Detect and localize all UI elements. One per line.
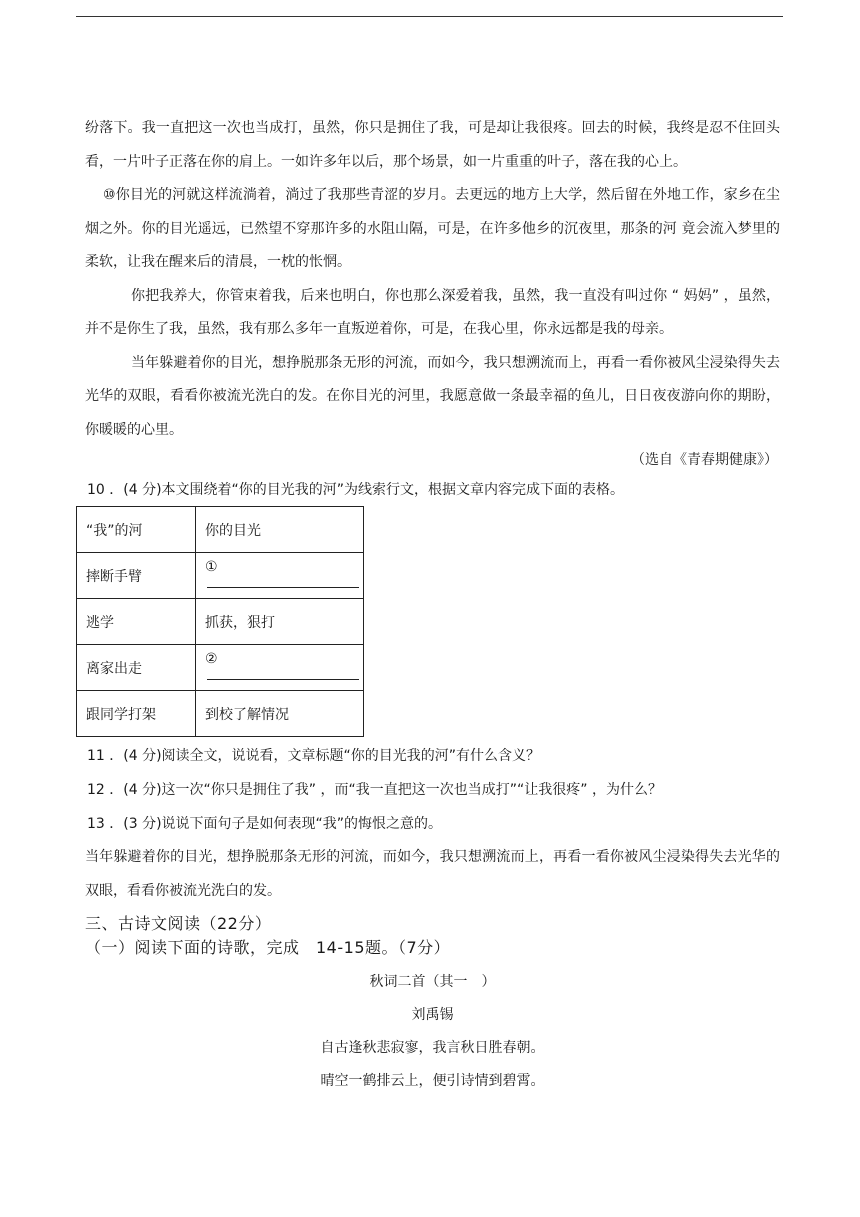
page-content (85, 112, 780, 1098)
answer-blank-2[interactable] (207, 667, 359, 680)
table-cell-blank[interactable] (196, 553, 364, 599)
table-cell: 跟同学打架 (77, 691, 196, 737)
table-cell: 到校了解情况 (196, 691, 364, 737)
table-cell: 抓获，狠打 (196, 599, 364, 645)
passage-paragraph-4: 当年躲避着你的目光，想挣脱那条无形的河流，而如今，我只想溯流而上，再看一看你被风尘浸染得失去光华的双眼，看看你被流光洗白的发。在你目光的河里，我愿意做一条最幸福的鱼儿，日日夜夜游向你的期盼，你暖暖的心里。 (85, 354, 780, 438)
answer-table (76, 506, 364, 737)
table-row (77, 553, 364, 599)
table-header-cell: 你的目光 (196, 507, 364, 553)
table-cell: 摔断手臂 (77, 553, 196, 599)
blank-marker: ① (205, 559, 218, 575)
table-cell: 逃学 (77, 599, 196, 645)
question-12: 12 ．(4 分)这一次“你只是拥住了我” ，而“我一直把这一次也当成打”“让我很疼” ，为什么？ (87, 782, 662, 798)
blank-marker: ② (205, 651, 218, 667)
section-3-title: 三、古诗文阅读（22分） (85, 914, 272, 933)
table-row (77, 645, 364, 691)
passage-paragraph-3: 你把我养大，你管束着我，后来也明白，你也那么深爱着我，虽然，我一直没有叫过你 “ 妈妈” ，虽然，并不是你生了我，虽然，我有那么多年一直叛逆着你，可是，在我心里，你永远都是我的母亲。 (85, 287, 780, 337)
question-10: 10 ．(4 分)本文围绕着“你的目光我的河”为线索行文，根据文章内容完成下面的表格。 (87, 482, 625, 498)
poem-author: 刘禹锡 (411, 1007, 454, 1023)
passage-paragraph-2: ⑩你目光的河就这样流淌着，淌过了我那些青涩的岁月。去更远的地方上大学，然后留在外地工作，家乡在尘烟之外。你的目光遥远，已然望不穿那许多的水阻山隔，可是，在许多他乡的沉夜里，那条的河 竟会流入梦里的柔软，让我在醒来后的清晨，一枕的怅惘。 (85, 187, 780, 270)
header-rule (76, 16, 783, 17)
table-header-row (77, 507, 364, 553)
answer-blank-1[interactable] (207, 575, 359, 588)
question-13: 13 ．(3 分)说说下面句子是如何表现“我”的悔恨之意的。 (87, 816, 443, 832)
poem-line-2: 晴空一鹤排云上，便引诗情到碧霄。 (320, 1073, 545, 1089)
table-cell: 离家出走 (77, 645, 196, 691)
question-11: 11 ．(4 分)阅读全文，说说看，文章标题“你的目光我的河”有什么含义？ (87, 748, 541, 764)
passage-paragraph-1: 纷落下。我一直把这一次也当成打，虽然，你只是拥住了我，可是却让我很疼。回去的时候，我终是忍不住回头看，一片叶子正落在你的肩上。一如许多年以后，那个场景，如一片重重的叶子，落在我的心上。 (85, 120, 780, 170)
table-row (77, 691, 364, 737)
question-13-quote: 当年躲避着你的目光，想挣脱那条无形的河流，而如今，我只想溯流而上，再看一看你被风尘浸染得失去光华的双眼，看看你被流光洗白的发。 (85, 849, 780, 899)
table-cell-blank[interactable] (196, 645, 364, 691)
poem-title: 秋词二首（其一 ） (369, 974, 496, 990)
poem-line-1: 自古逢秋悲寂寥，我言秋日胜春朝。 (320, 1040, 545, 1056)
section-3-subtitle: （一）阅读下面的诗歌，完成 14-15题。（7分） (85, 938, 451, 957)
passage-source: （选自《青春期健康》） (631, 452, 778, 468)
table-header-cell: “我”的河 (77, 507, 196, 553)
table-row (77, 599, 364, 645)
